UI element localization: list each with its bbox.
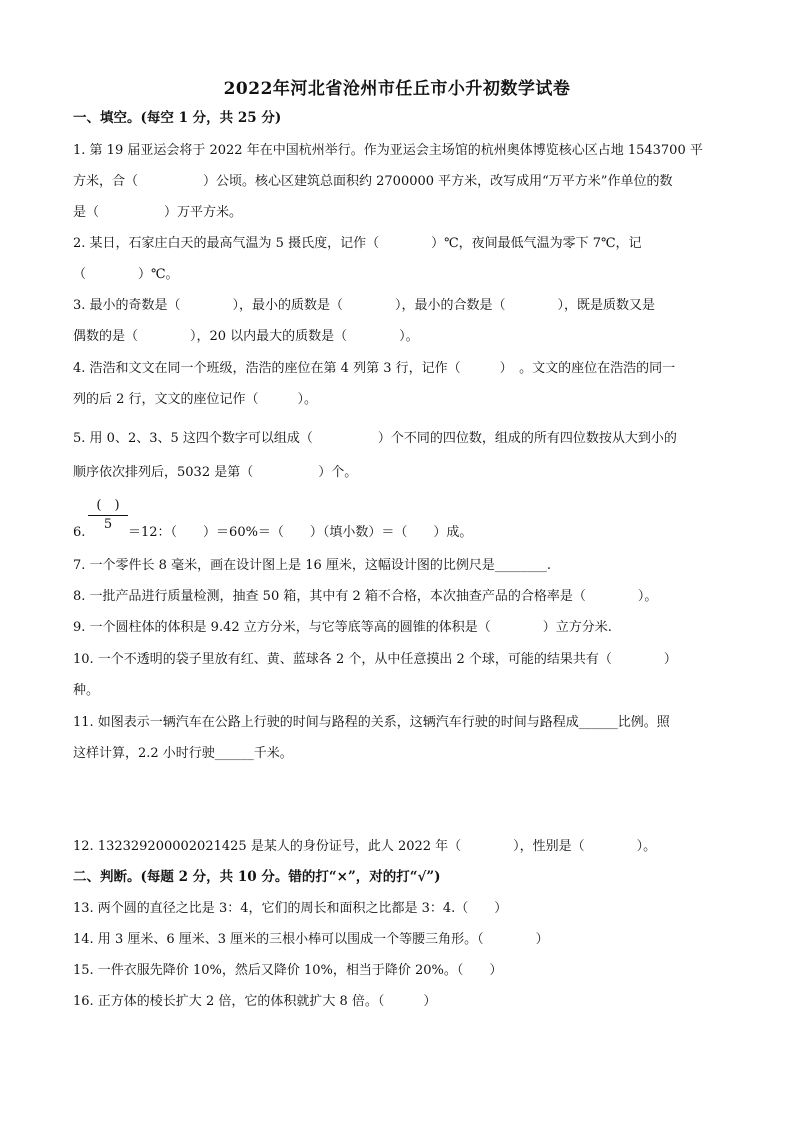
question-1-line-2: 方米，合（ ）公顷。核心区建筑总面积约 2700000 平方米，改写成用“万平方米”作单位的数: [73, 174, 673, 189]
question-16: 16. 正方体的棱长扩大 2 倍，它的体积就扩大 8 倍。（ ）: [73, 994, 437, 1009]
question-4-line-1: 4. 浩浩和文文在同一个班级，浩浩的座位在第 4 列第 3 行，记作（ ） 。文文的座位在浩浩的同一: [73, 361, 676, 376]
question-7: 7. 一个零件长 8 毫米，画在设计图上是 16 厘米，这幅设计图的比例尺是________.: [73, 558, 552, 573]
question-5-line-2: 顺序依次排列后，5032 是第（ ）个。: [73, 465, 358, 480]
question-6-equation: ＝12：（ ）＝60%＝（ ）（填小数）＝（ ）成。: [128, 525, 473, 540]
question-5-line-1: 5. 用 0、2、3、5 这四个数字可以组成（ ）个不同的四位数，组成的所有四位数按从大到小的: [73, 431, 677, 446]
question-4-line-2: 列的后 2 行，文文的座位记作（ ）。: [73, 392, 318, 407]
exam-title: 2022年河北省沧州市任丘市小升初数学试卷: [223, 79, 571, 99]
question-3-line-1: 3. 最小的奇数是（ ），最小的质数是（ ），最小的合数是（ ），既是质数又是: [73, 298, 656, 313]
question-13: 13. 两个圆的直径之比是 3：4，它们的周长和面积之比都是 3：4.（ ）: [73, 901, 508, 916]
question-8: 8. 一批产品进行质量检测，抽查 50 箱，其中有 2 箱不合格，本次抽查产品的合格率是（ ）。: [73, 589, 658, 604]
question-14: 14. 用 3 厘米、6 厘米、3 厘米的三根小棒可以围成一个等腰三角形。（ ）: [73, 932, 549, 947]
section-judge-heading: 二、判断。(每题 2 分，共 10 分。错的打“×”，对的打“√”): [73, 869, 441, 885]
question-6-fraction: [86, 494, 130, 532]
question-6-number: 6.: [73, 525, 86, 540]
fraction-numerator: ( ): [88, 494, 128, 516]
question-2-line-2: （ ）℃。: [73, 267, 179, 282]
question-3-line-2: 偶数的是（ ），20 以内最大的质数是（ ）。: [73, 329, 419, 344]
fraction-denominator: 5: [103, 517, 113, 532]
question-11-line-1: 11. 如图表示一辆汽车在公路上行驶的时间与路程的关系，这辆汽车行驶的时间与路程成______比例。照: [73, 715, 670, 730]
question-9: 9. 一个圆柱体的体积是 9.42 立方分米，与它等底等高的圆锥的体积是（ ）立方分米.: [73, 620, 612, 635]
question-10-line-2: 种。: [73, 683, 100, 698]
question-1-line-3: 是（ ）万平方米。: [73, 205, 243, 220]
question-1-line-1: 1. 第 19 届亚运会将于 2022 年在中国杭州举行。作为亚运会主场馆的杭州奥体博览核心区占地 1543700 平: [73, 143, 703, 158]
question-10-line-1: 10. 一个不透明的袋子里放有红、黄、蓝球各 2 个，从中任意摸出 2 个球，可能的结果共有（ ）: [73, 652, 677, 667]
question-2-line-1: 2. 某日，石家庄白天的最高气温为 5 摄氏度，记作（ ）℃，夜间最低气温为零下 7℃，记: [73, 236, 642, 251]
question-12: 12. 132329200002021425 是某人的身份证号，此人 2022 年（ ），性别是（ ）。: [73, 839, 657, 854]
section-fill-in-heading: 一、填空。(每空 1 分，共 25 分): [73, 110, 282, 126]
question-15: 15. 一件衣服先降价 10%，然后又降价 10%，相当于降价 20%。（ ）: [73, 963, 503, 978]
question-11-line-2: 这样计算，2.2 小时行驶______千米。: [73, 746, 293, 761]
